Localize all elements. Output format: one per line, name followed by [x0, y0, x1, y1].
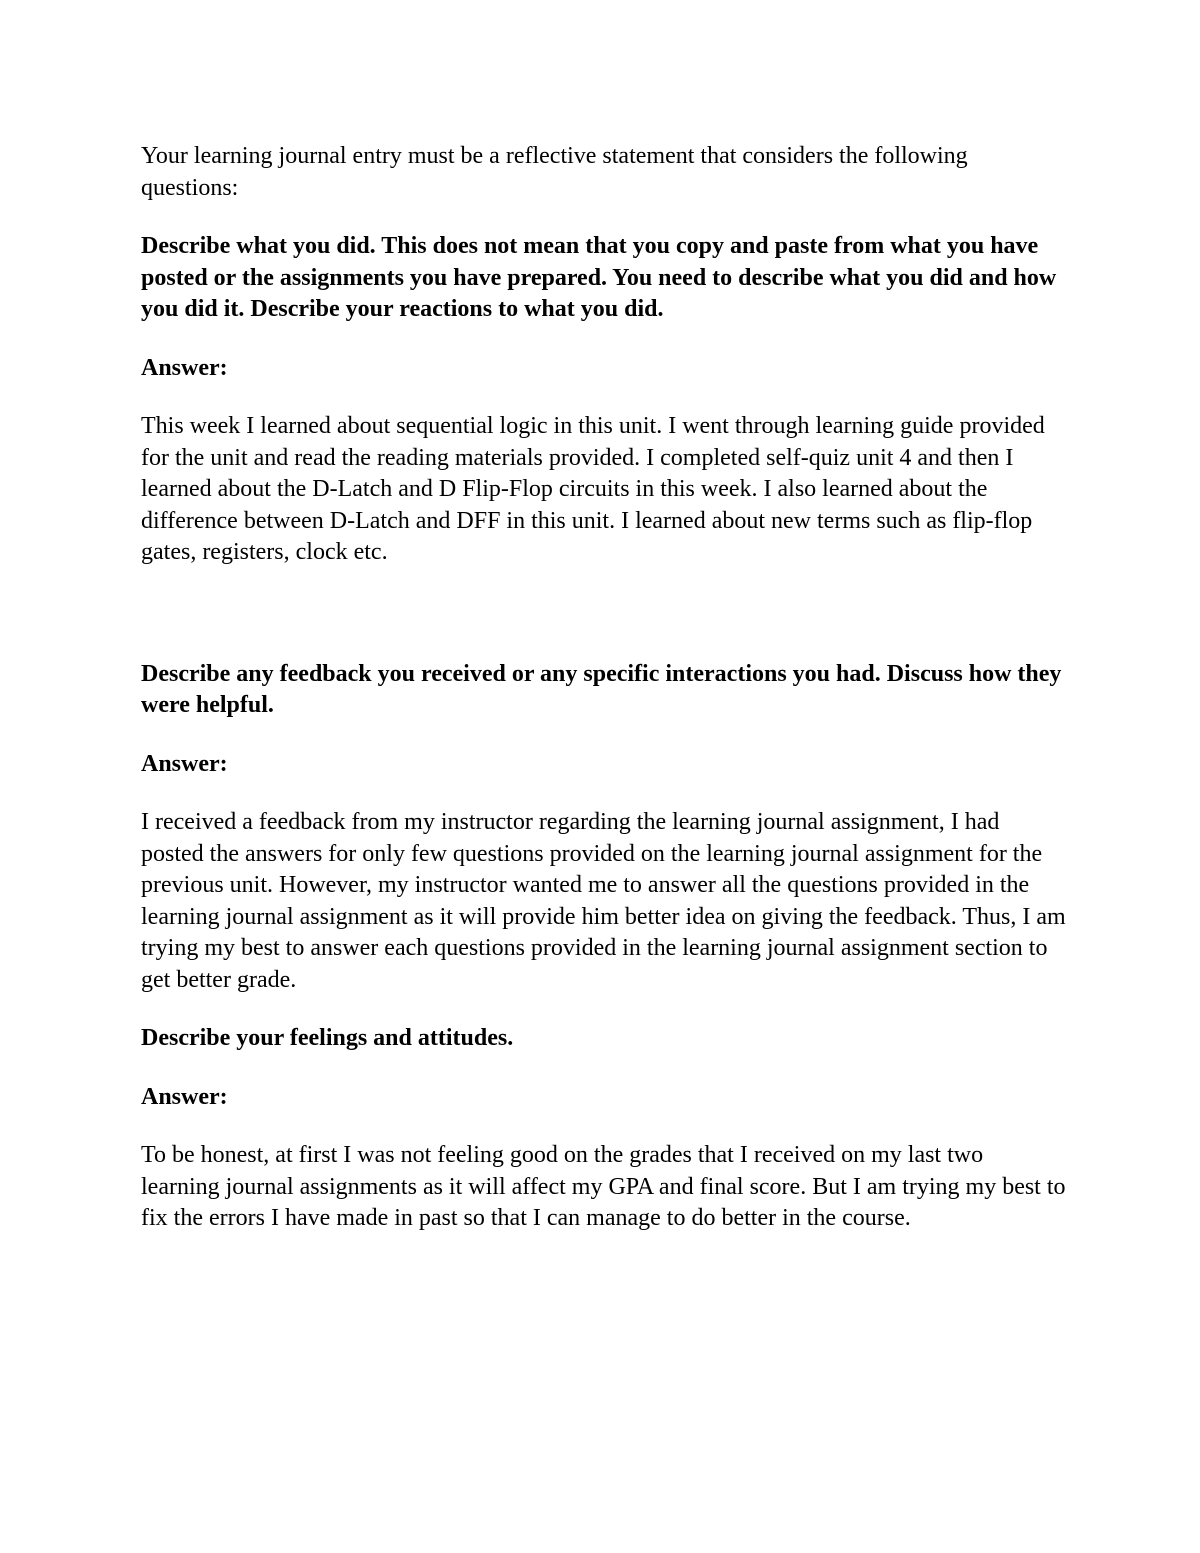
answer-label-3: Answer: [141, 1083, 228, 1110]
question-1: Describe what you did. This does not mean that you copy and paste from what you have posted or the assignments you have prepared. You need to describe what you did and how you did it. Describe your reactions to what you did. [141, 233, 1057, 322]
blank-space [141, 596, 1066, 659]
intro-paragraph: Your learning journal entry must be a reflective statement that considers the following questions: [141, 143, 968, 201]
question-3: Describe your feelings and attitudes. [141, 1025, 514, 1051]
answer-label-1: Answer: [141, 354, 228, 381]
answer-3: To be honest, at first I was not feeling good on the grades that I received on my last two learning journal assignments as it will affect my GPA and final score. But I am trying my best to fix the errors I have made in past so that I can manage to do better in the course. [141, 1142, 1066, 1231]
question-2: Describe any feedback you received or any specific interactions you had. Discuss how they were helpful. [141, 660, 1062, 718]
answer-label-2: Answer: [141, 750, 228, 777]
answer-2: I received a feedback from my instructor regarding the learning journal assignment, I had posted the answers for only few questions provided on the learning journal assignment for the previous unit. However, my instructor wanted me to answer all the questions provided in the learning journal assignment as it will provide him better idea on giving the feedback. Thus, I am trying my best to answer each questions provided in the learning journal assignment section to get better grade. [141, 809, 1066, 993]
answer-1: This week I learned about sequential logic in this unit. I went through learning guide provided for the unit and read the reading materials provided. I completed self-quiz unit 4 and then I learned about the D-Latch and D Flip-Flop circuits in this week. I also learned about the difference between D-Latch and DFF in this unit. I learned about new terms such as flip-flop gates, registers, clock etc. [141, 413, 1045, 565]
document-body [141, 141, 1066, 1262]
